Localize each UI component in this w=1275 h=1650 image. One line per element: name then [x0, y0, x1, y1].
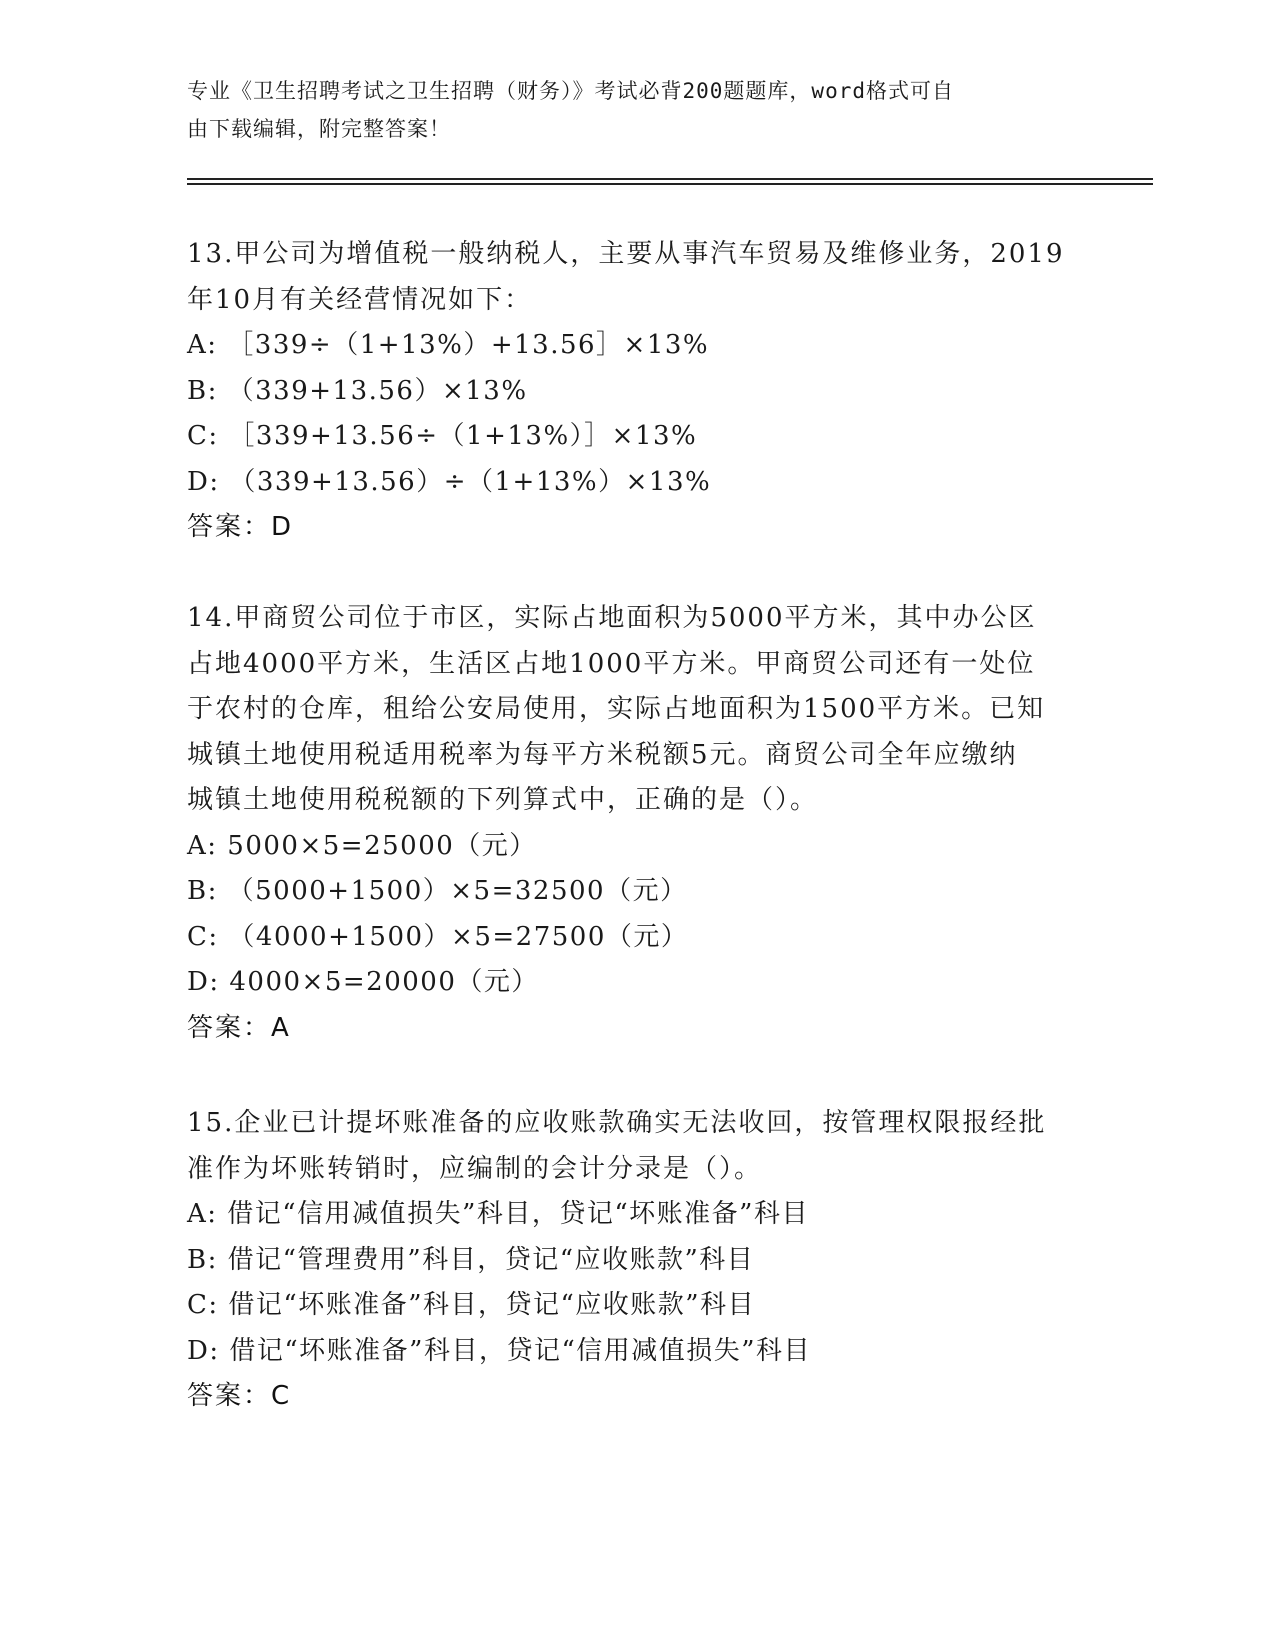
stem-line: 年10月有关经营情况如下： [187, 284, 533, 315]
answer: 答案：A [187, 1012, 291, 1043]
option-a: A: 5000×5=25000（元） [187, 830, 537, 861]
option-d: D: （339+13.56）÷（1+13%）×13% [187, 466, 712, 497]
header-divider-top [187, 178, 1153, 180]
answer: 答案：C [187, 1381, 292, 1411]
option-c: C: ［339+13.56÷（1+13%）］×13% [187, 421, 698, 451]
option-a: A: 借记“信用减值损失”科目，贷记“坏账准备”科目 [187, 1199, 809, 1229]
stem-line: 于农村的仓库，租给公安局使用，实际占地面积为1500平方米。已知 [187, 694, 1046, 724]
option-b: B: 借记“管理费用”科目，贷记“应收账款”科目 [187, 1244, 755, 1275]
stem-line: 14.甲商贸公司位于市区，实际占地面积为5000平方米，其中办公区 [187, 603, 1037, 633]
question-14 [187, 596, 1077, 1051]
stem-line: 城镇土地使用税税额的下列算式中，正确的是（）。 [187, 785, 819, 815]
question-stem [187, 1101, 1077, 1192]
option-a: A: ［339÷（1+13%）+13.56］×13% [187, 330, 710, 360]
question-15 [187, 1101, 1077, 1420]
option-b: B: （5000+1500）×5=32500（元） [187, 876, 688, 906]
answer: 答案：D [187, 512, 294, 542]
question-stem [187, 596, 1077, 824]
document-header [187, 72, 1077, 148]
header-line-1: 专业《卫生招聘考试之卫生招聘（财务）》考试必背200题题库，word格式可自 [187, 79, 954, 103]
question-13 [187, 232, 1077, 551]
stem-line: 13.甲公司为增值税一般纳税人，主要从事汽车贸易及维修业务，2019 [187, 239, 1065, 269]
header-line-2: 由下载编辑，附完整答案！ [187, 117, 451, 141]
option-c: C: （4000+1500）×5=27500（元） [187, 921, 689, 952]
stem-line: 占地4000平方米，生活区占地1000平方米。甲商贸公司还有一处位 [187, 648, 1036, 679]
stem-line: 城镇土地使用税适用税率为每平方米税额5元。商贸公司全年应缴纳 [187, 739, 1018, 770]
option-d: D: 4000×5=20000（元） [187, 967, 539, 997]
header-divider-bottom [187, 183, 1153, 185]
question-stem [187, 232, 1077, 323]
option-d: D: 借记“坏账准备”科目，贷记“信用减值损失”科目 [187, 1335, 812, 1366]
option-c: C: 借记“坏账准备”科目，贷记“应收账款”科目 [187, 1290, 756, 1320]
stem-line: 15.企业已计提坏账准备的应收账款确实无法收回，按管理权限报经批 [187, 1108, 1047, 1138]
stem-line: 准作为坏账转销时，应编制的会计分录是（）。 [187, 1153, 763, 1184]
option-b: B: （339+13.56）×13% [187, 375, 528, 406]
